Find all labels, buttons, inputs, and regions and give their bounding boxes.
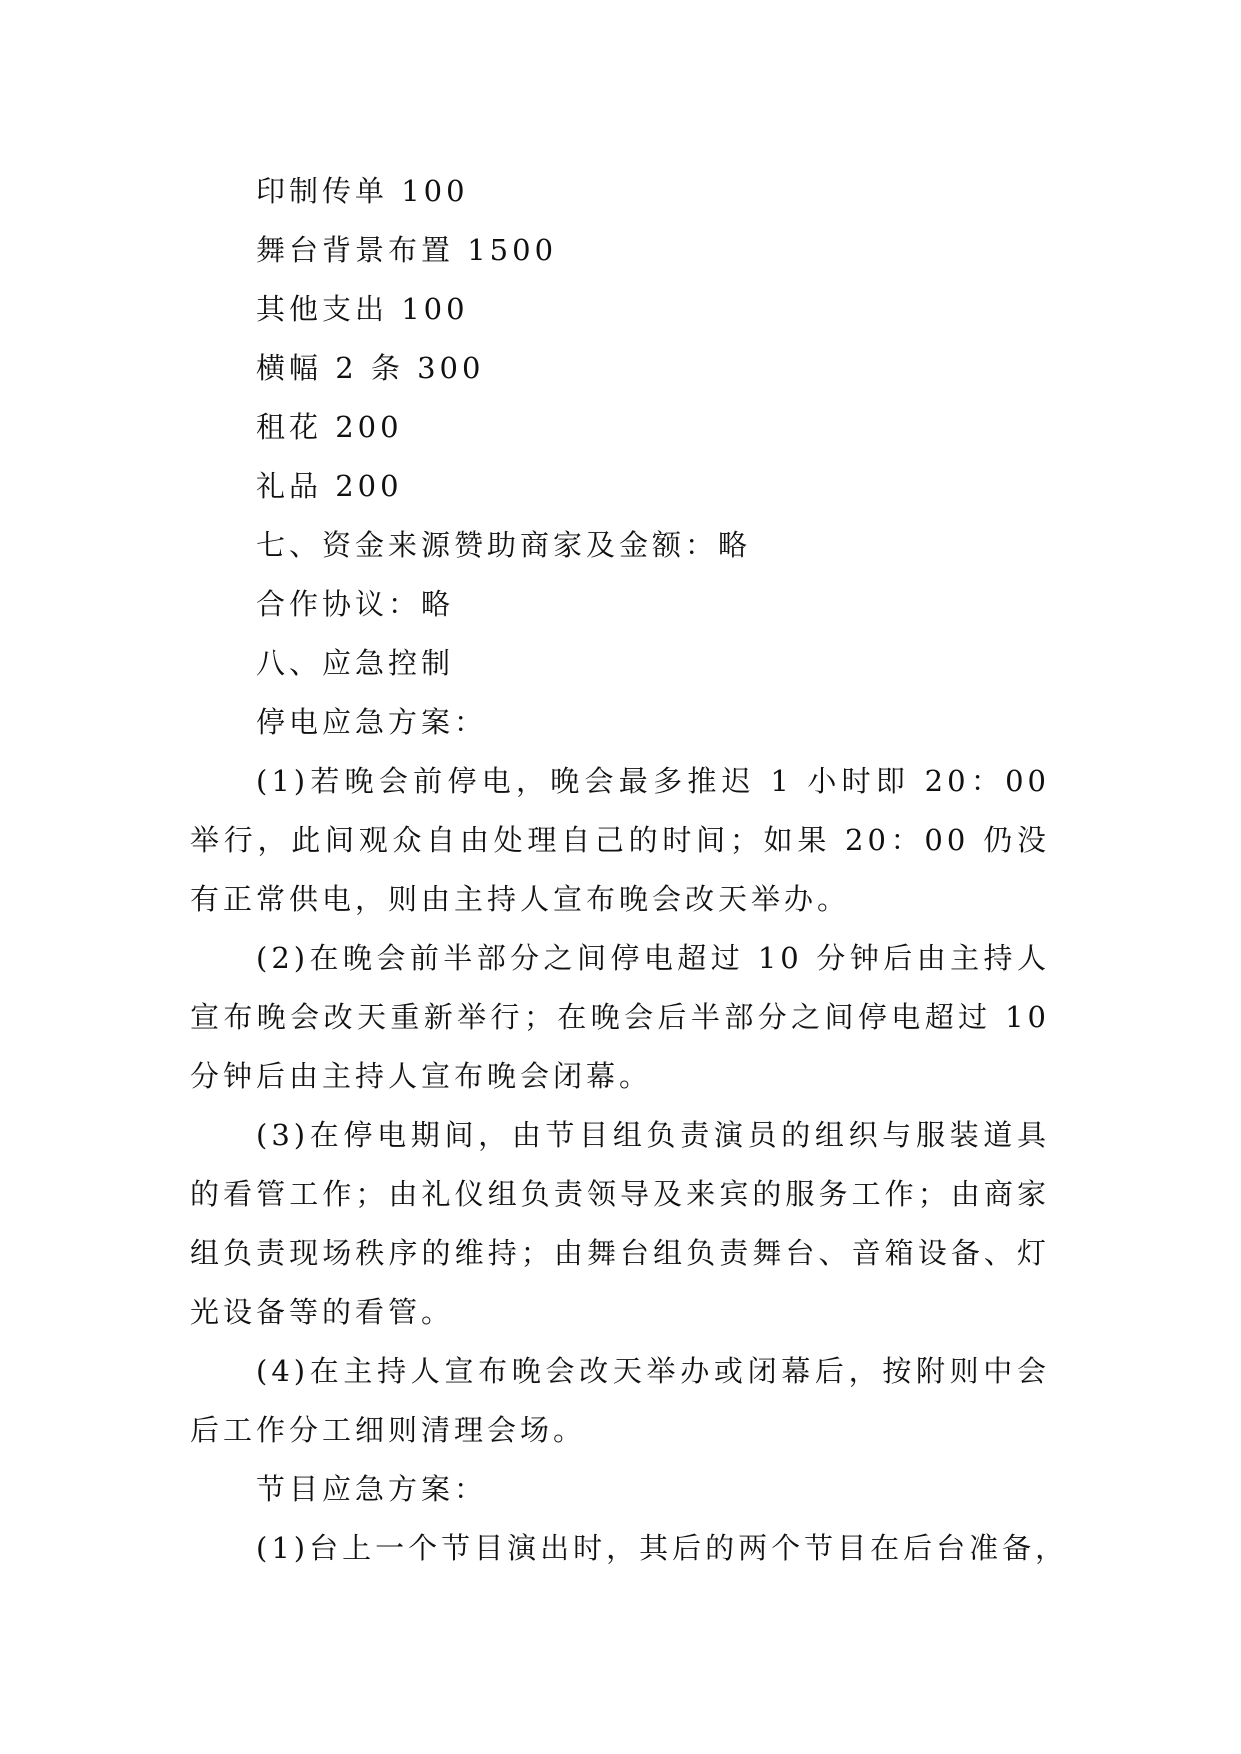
outage-paragraph-4: (4)在主持人宣布晚会改天举办或闭幕后，按附则中会后工作分工细则清理会场。: [190, 1354, 1050, 1447]
funding-source-heading: 七、资金来源赞助商家及金额：略: [256, 528, 752, 562]
outage-paragraph-3: (3)在停电期间，由节目组负责演员的组织与服装道具的看管工作；由礼仪组负责领导及来宾的服务工作；由商家组负责现场秩序的维持；由舞台组负责舞台、音箱设备、灯光设备等的看管。: [190, 1118, 1050, 1329]
program-plan-item-1: (1)台上一个节目演出时，其后的两个节目在后台准备，: [256, 1531, 1069, 1565]
budget-line-stage-background: 舞台背景布置 1500: [256, 233, 558, 267]
budget-line-flyers: 印制传单 100: [256, 174, 469, 208]
document-body: [190, 162, 1069, 1578]
cooperation-agreement-line: 合作协议：略: [256, 587, 455, 621]
budget-line-banners: 横幅 2 条 300: [256, 351, 485, 385]
budget-line-other-expenses: 其他支出 100: [256, 292, 469, 326]
outage-paragraph-1: (1)若晚会前停电，晚会最多推迟 1 小时即 20：00 举行，此间观众自由处理自己的时间；如果 20：00 仍没有正常供电，则由主持人宣布晚会改天举办。: [190, 764, 1050, 916]
budget-line-flower-rental: 租花 200: [256, 410, 403, 444]
program-plan-heading: 节目应急方案：: [256, 1472, 488, 1506]
outage-paragraph-2: (2)在晚会前半部分之间停电超过 10 分钟后由主持人宣布晚会改天重新举行；在晚会后半部分之间停电超过 10 分钟后由主持人宣布晚会闭幕。: [190, 941, 1050, 1093]
power-outage-plan-heading: 停电应急方案：: [256, 705, 488, 739]
budget-line-gifts: 礼品 200: [256, 469, 403, 503]
emergency-control-heading: 八、应急控制: [256, 646, 455, 680]
